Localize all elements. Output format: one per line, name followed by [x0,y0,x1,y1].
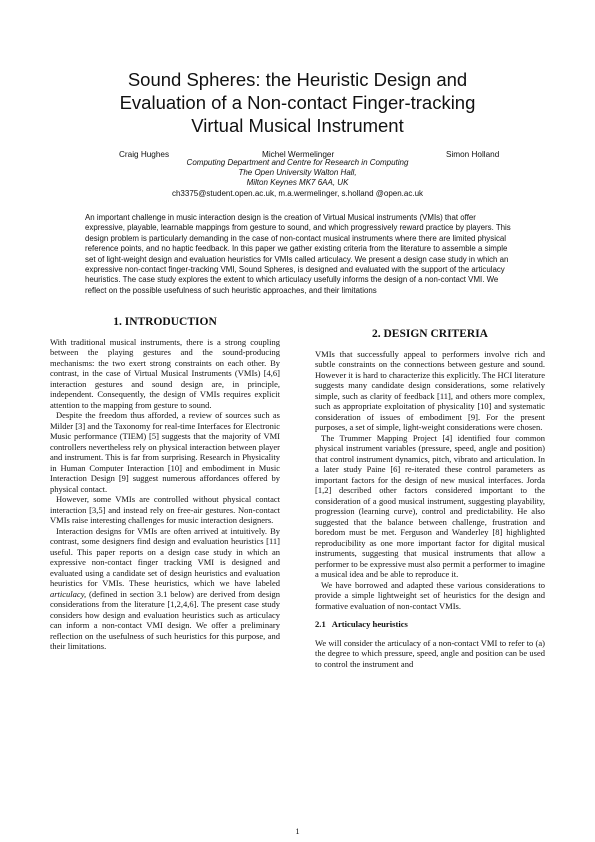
criteria-paragraph-1: VMIs that successfully appeal to performers involve rich and subtle constraints on the connections between gesture and sound. However it is hard to characterize this explicitly. The HCI literature suggests many candidate design considerations, some relatively simple, such as clarity of feedback [11], and others more complex, such as appropriate exploitation of physicality [10] and systematic consideration of issues of embodiment [9]. For the present purposes, a set of simple, light-weight considerations were chosen. [315,348,545,432]
intro-paragraph-2: Despite the freedom thus afforded, a review of sources such as Milder [3] and the Taxonomy for real-time Interfaces for Electronic Music performance (TIEM) [5] suggests that the majority of VMI controllers nevertheless rely on physical interaction between player and instrument. This is far from surprising. Research in Physicality in Human Computer Interaction [10] and embodiment in Music Interaction Design [9] suggest numerous affordances offered by physical contact. [50,410,280,494]
intro-paragraph-3: However, some VMIs are controlled without physical contact interaction [3,5] and instead rely on free-air gestures. Non-contact VMIs raise interesting challenges for music interaction designers. [50,494,280,525]
page-number: 1 [295,826,300,836]
abstract: An important challenge in music interaction design is the creation of Virtual Musical instruments (VMIs) that offer expressive, playable, learnable mappings from gesture to sound, and which progressively reward practice by players. This design problem is particularly demanding in the case of non-contact musical instruments where there are limited physical reference points, and no haptic feedback. In this paper we gather existing criteria from the literature to assemble a simple set of light-weight design and evaluation heuristics for VMIs called articulacy. We present a design case study in which an expressive non-contact finger-tracking VMI, Sound Spheres, is designed and evaluated with the support of the articulacy heuristics. The case study explores the extent to which articulacy usefully informs the design of a non-contact VMI. We reflect on the possible usefulness of such heuristic approaches, and their limitations [85,213,511,295]
author-1: Craig Hughes [119,150,170,159]
affiliation-university: The Open University Walton Hall, [238,168,357,178]
affiliation [120,158,475,199]
affiliation-emails: ch3375@student.open.ac.uk, m.a.wermelinger, s.holland @open.ac.uk [171,188,424,198]
subsection-number: 2.1 [315,619,326,629]
intro-paragraph-4-end: (defined in section 3.1 below) are derived from design considerations from the literature [1,2,4,6]. The present case study considers how design and evaluation heuristics such as articulacy can inform a non-contact VMI design. We offer a preliminary reflection on the usefulness of such heuristics for this purpose, and their limitations. [50,588,280,651]
title-line-1: Sound Spheres: the Heuristic Design and [127,69,468,90]
section-heading-design-criteria: 2. DESIGN CRITERIA [372,328,488,340]
right-column [315,329,545,669]
affiliation-department: Computing Department and Centre for Research in Computing [186,158,409,167]
author-2: Michel Wermelinger [262,150,335,159]
subsection-heading [315,619,545,630]
subsection-title: Articulacy heuristics [331,619,408,629]
articulacy-paragraph: We will consider the articulacy of a non-contact VMI to refer to (a) the degree to which pressure, speed, angle and position can be used to control the instrument and [315,637,545,669]
criteria-paragraph-2: The Trummer Mapping Project [4] identified four common physical instrument variables (pressure, speed, angle and position) that control instrument dynamics, pitch, vibrato and articulation. In a later study Paine [6] re-iterated these control parameters as important factors for the design of new musical interfaces. Jorda [1,2] described other factors considered important to the consideration of a good musical instrument, suggesting playability, progression (learning curve), control and predictability. He also suggested that the balance between challenge, frustration and boredom must be met. Ferguson and Wanderley [8] highlighted reproducibility as one more important factor for digital musical instruments, suggesting that musical instruments that allow a performer to be expressive must also permit a performer to imagine a musical idea and be able to reproduce it. [315,432,545,579]
articulacy-term: articulacy, [50,588,87,599]
author-3: Simon Holland [446,150,500,159]
paper-title [60,68,535,137]
title-line-2: Evaluation of a Non-contact Finger-tracking [119,92,476,113]
section-heading-introduction: 1. INTRODUCTION [113,316,217,328]
criteria-paragraph-3: We have borrowed and adapted these various considerations to provide a simple lightweight set of heuristics for the design and formative evaluation of non-contact VMIs. [315,579,545,611]
title-line-3: Virtual Musical Instrument [191,115,404,136]
intro-paragraph-4 [50,526,280,652]
intro-paragraph-1: With traditional musical instruments, there is a strong coupling between the playing gestures and the sound-producing mechanisms: the two exert strong constraints on each other. By contrast, in the case of Virtual Musical Instruments (VMIs) [4,6] interaction gestures and sound design are, in principle, independent. Consequently, the design of VMIs requires explicit attention to the mapping from gesture to sound. [50,336,280,410]
left-column [50,317,280,652]
affiliation-city: Milton Keynes MK7 6AA, UK [246,178,349,188]
intro-paragraph-4-start: Interaction designs for VMIs are often arrived at intuitively. By contrast, some designers find design and evaluation heuristics [11] useful. This paper reports on a design case study in which an expressive non-contact finger tracking VMI is designed and evaluated using a candidate set of design heuristics and evaluation heuristics for VMIs. These heuristics, which we have labeled [50,525,280,588]
